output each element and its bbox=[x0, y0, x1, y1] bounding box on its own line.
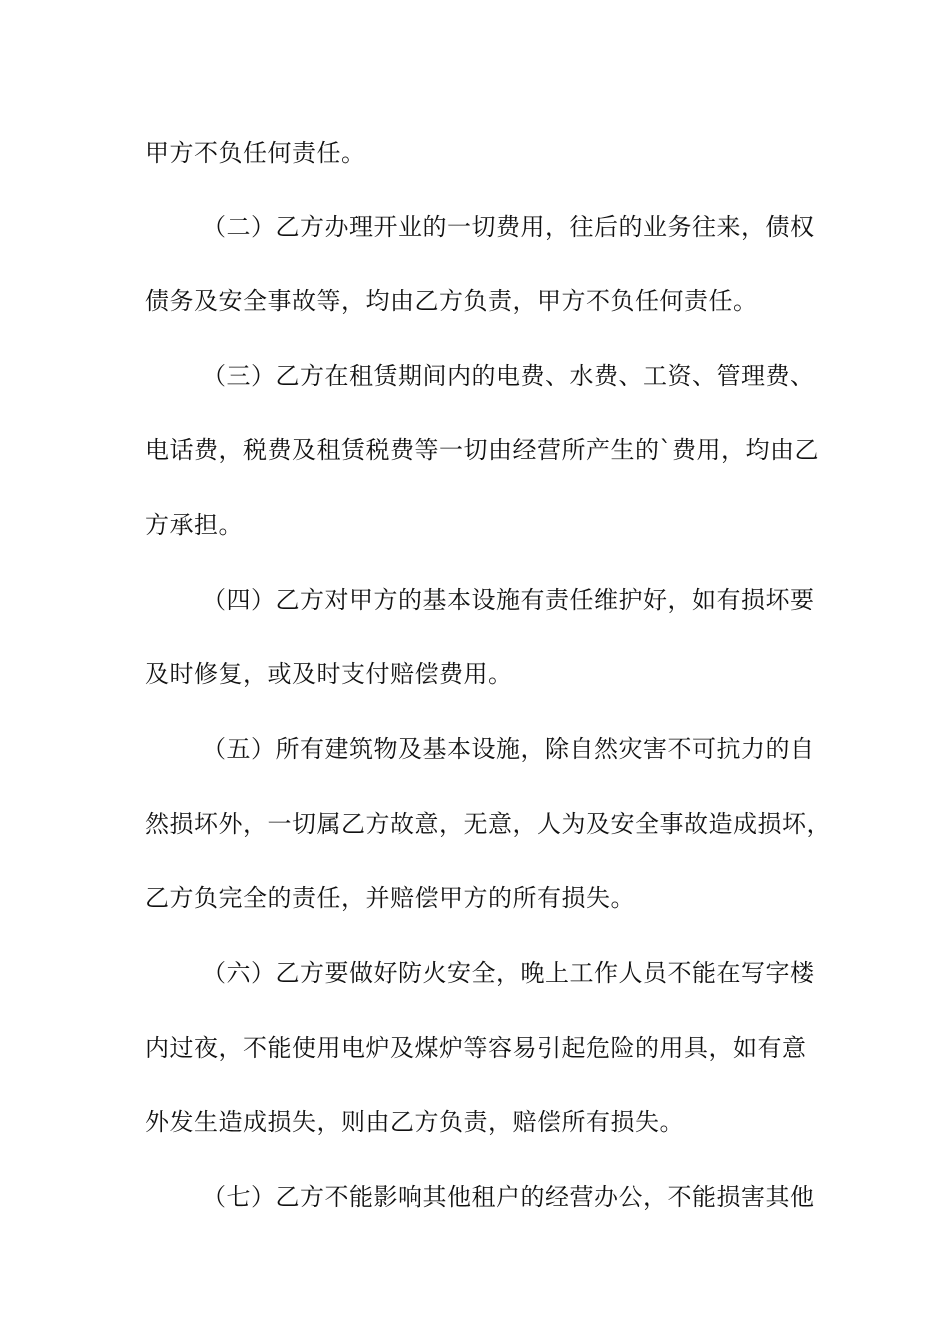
paragraph-line: （五）所有建筑物及基本设施，除自然灾害不可抗力的自 bbox=[202, 735, 815, 763]
paragraph-line: （二）乙方办理开业的一切费用，往后的业务往来，债权 bbox=[202, 213, 815, 241]
paragraph-line: （三）乙方在租赁期间内的电费、水费、工资、管理费、 bbox=[202, 362, 815, 390]
paragraph-line: 电话费，税费及租赁税费等一切由经营所产生的`费用，均由乙 bbox=[145, 436, 819, 464]
paragraph-line: 内过夜，不能使用电炉及煤炉等容易引起危险的用具，如有意 bbox=[145, 1034, 807, 1062]
paragraph-line: 乙方负完全的责任，并赔偿甲方的所有损失。 bbox=[145, 884, 635, 912]
paragraph-line: 甲方不负任何责任。 bbox=[145, 139, 366, 167]
paragraph-line: （七）乙方不能影响其他租户的经营办公，不能损害其他 bbox=[202, 1183, 815, 1211]
paragraph-line: 债务及安全事故等，均由乙方负责，甲方不负任何责任。 bbox=[145, 287, 758, 315]
paragraph-line: 及时修复，或及时支付赔偿费用。 bbox=[145, 660, 513, 688]
paragraph-line: （六）乙方要做好防火安全，晚上工作人员不能在写字楼 bbox=[202, 959, 815, 987]
paragraph-line: 方承担。 bbox=[145, 511, 243, 539]
paragraph-line: 然损坏外，一切属乙方故意，无意，人为及安全事故造成损坏， bbox=[145, 810, 831, 838]
paragraph-line: （四）乙方对甲方的基本设施有责任维护好，如有损坏要 bbox=[202, 586, 815, 614]
paragraph-line: 外发生造成损失，则由乙方负责，赔偿所有损失。 bbox=[145, 1108, 684, 1136]
